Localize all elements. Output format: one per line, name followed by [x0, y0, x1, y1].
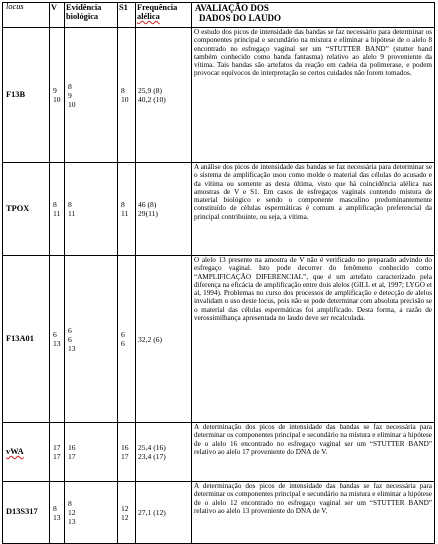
evidence-allele: 12	[68, 508, 76, 517]
v-allele: 9	[53, 86, 57, 95]
evidence-allele: 17	[68, 452, 76, 461]
locus-cell: TPOX	[3, 163, 50, 256]
evidence-allele: 8	[68, 81, 72, 91]
v-allele: 6	[53, 330, 57, 339]
v-allele: 13	[53, 339, 61, 348]
v-alleles-cell	[50, 163, 65, 256]
header-v: V	[50, 3, 65, 28]
allele-frequency-cell	[136, 256, 192, 423]
allele-frequency-cell	[136, 28, 192, 163]
s1-alleles-cell	[118, 163, 136, 256]
allele-frequency-cell	[136, 163, 192, 256]
evaluation-text-cell: A análise dos picos de intensidade das bandas se faz necessária para determinar se o sistema de amplificação usou como molde o material das células do acusado e da vítima ou somente as desta última, visto que há coincidência alélica nas amostras de V e S1. Em casos de esfregaços vaginais contendo mistura de material biológico e sendo o componente masculino predominantemente constituído de células espermáticas é comum a amplificação preferencial da principal contribuinte, ou seja, a vítima.	[192, 163, 435, 256]
locus-cell: F13B	[3, 28, 50, 163]
allele-frequency: 32,2 (6)	[138, 334, 163, 344]
s1-allele: 6	[121, 339, 125, 348]
evidence-allele: 13	[68, 517, 76, 526]
s1-alleles-cell	[118, 256, 136, 423]
table-row	[3, 28, 435, 163]
locus-cell: F13A01	[3, 256, 50, 423]
header-s1: S1	[118, 3, 136, 28]
table-row	[3, 256, 435, 423]
evidence-allele: 9	[68, 90, 72, 100]
allele-frequency: 25,9 (8)	[138, 86, 163, 95]
s1-alleles-cell	[118, 482, 136, 544]
allele-frequency: 25,4 (16)	[138, 443, 166, 452]
evaluation-text-cell: A determinação dos picos de intensidade das bandas se faz necessária para determinar os componentes principal e secundário na mistura e eliminar a hipótese de o alelo 16 encontrado no esfregaço vaginal ser um “STUTTER BAND” relativo ao alelo 17 proveniente do DNA de V.	[192, 423, 435, 482]
evidence-allele: 8	[68, 499, 72, 508]
header-row	[3, 3, 435, 28]
table-row	[3, 423, 435, 482]
locus-cell: vWA	[3, 423, 50, 482]
s1-allele: 11	[121, 209, 129, 218]
s1-alleles-cell	[118, 28, 136, 163]
evidence-alleles-cell	[65, 163, 118, 256]
table-body	[3, 28, 435, 544]
evidence-alleles-cell	[65, 256, 118, 423]
allele-frequency: 40,2 (10)	[138, 95, 166, 104]
evaluation-text-cell: A determinação dos picos de intensidade das bandas se faz necessária para determinar os componentes principal e secundário na mistura e eliminar a hipótese de o alelo 12 encontrado no esfregaço vaginal ser um “STUTTER BAND” relativo ao alelo 13 proveniente do DNA de V.	[192, 482, 435, 544]
header-freq-line1: Frequência	[137, 3, 178, 12]
v-allele: 17	[53, 443, 61, 452]
v-alleles-cell	[50, 28, 65, 163]
allele-frequency: 23,4 (17)	[138, 452, 166, 461]
s1-allele: 12	[121, 503, 129, 513]
header-locus: locus	[3, 3, 50, 28]
header-freq	[136, 3, 192, 28]
evaluation-text-cell: O alelo 13 presente na amostra de V não é verificado no preparado advindo do esfregaço vaginal. Isto pode decorrer do fenômeno conhecido como “AMPLIFICAÇÃO DIFERENCIAL”, que é um artefato caracterizado pela diferença na eficácia de amplificação entre dois alelos (GILL et al, 1997; LYGO et al, 1994). Problemas no curso dos processos de amplificação e detecção de alelos invalidam o uso deste locus, pois não se pode determinar com absoluta precisão se o material das células espermáticas foi amplificado. Desta forma, a razão de verossimilhança apresentada no laudo deve ser recalculada.	[192, 256, 435, 423]
v-alleles-cell	[50, 256, 65, 423]
evidence-allele: 10	[68, 99, 76, 109]
evidence-allele: 8	[68, 200, 72, 209]
header-evidence	[65, 3, 118, 28]
header-eval-line2: DADOS DO LAUDO	[199, 13, 282, 23]
s1-allele: 8	[121, 200, 125, 209]
locus-cell: D13S317	[3, 482, 50, 544]
s1-allele: 17	[121, 452, 129, 461]
evidence-allele: 6	[68, 325, 72, 335]
evidence-allele: 6	[68, 334, 72, 344]
header-eval-line1: AVALIAÇÃO DOS	[195, 3, 269, 13]
s1-allele: 6	[121, 330, 125, 339]
v-alleles-cell	[50, 482, 65, 544]
v-allele: 8	[53, 503, 57, 513]
s1-alleles-cell	[118, 423, 136, 482]
s1-allele: 8	[121, 86, 125, 95]
evidence-allele: 11	[68, 209, 76, 218]
table-row	[3, 482, 435, 544]
v-alleles-cell	[50, 423, 65, 482]
s1-allele: 12	[121, 512, 129, 522]
v-allele: 8	[53, 200, 57, 209]
v-allele: 17	[53, 452, 61, 461]
s1-allele: 10	[121, 95, 129, 104]
evidence-allele: 16	[68, 443, 76, 452]
header-evidence-line2: biológica	[66, 12, 99, 21]
evidence-alleles-cell	[65, 482, 118, 544]
evidence-alleles-cell	[65, 423, 118, 482]
s1-allele: 16	[121, 443, 129, 452]
header-evaluation	[192, 3, 435, 28]
header-freq-line2: alélica	[137, 12, 160, 21]
evidence-alleles-cell	[65, 28, 118, 163]
allele-frequency-cell	[136, 423, 192, 482]
v-allele: 10	[53, 95, 61, 104]
allele-frequency: 27,1 (12)	[138, 508, 166, 517]
evaluation-text-cell: O estudo dos picos de intensidade das bandas se faz necessário para determinar os componentes principal e secundário na mistura e eliminar a hipótese de o alelo 8 encontrado no esfregaço vaginal ser um “STUTTER BAND” (stutter band também conhecido como banda fantasma) relativo ao alelo 9 proveniente da vítima. Tais bandas são artefatos da reação em cadeia da polimerase, e podem provocar equívocos de interpretação se certos cuidados não forem tomados.	[192, 28, 435, 163]
v-allele: 11	[53, 209, 61, 218]
header-evidence-line1: Evidência	[66, 3, 102, 12]
allele-frequency-cell	[136, 482, 192, 544]
allele-frequency: 29(11)	[138, 209, 158, 218]
table-row	[3, 163, 435, 256]
evaluation-table	[2, 2, 435, 544]
allele-frequency: 46 (8)	[138, 200, 157, 209]
v-allele: 13	[53, 512, 61, 522]
evidence-allele: 13	[68, 343, 76, 353]
